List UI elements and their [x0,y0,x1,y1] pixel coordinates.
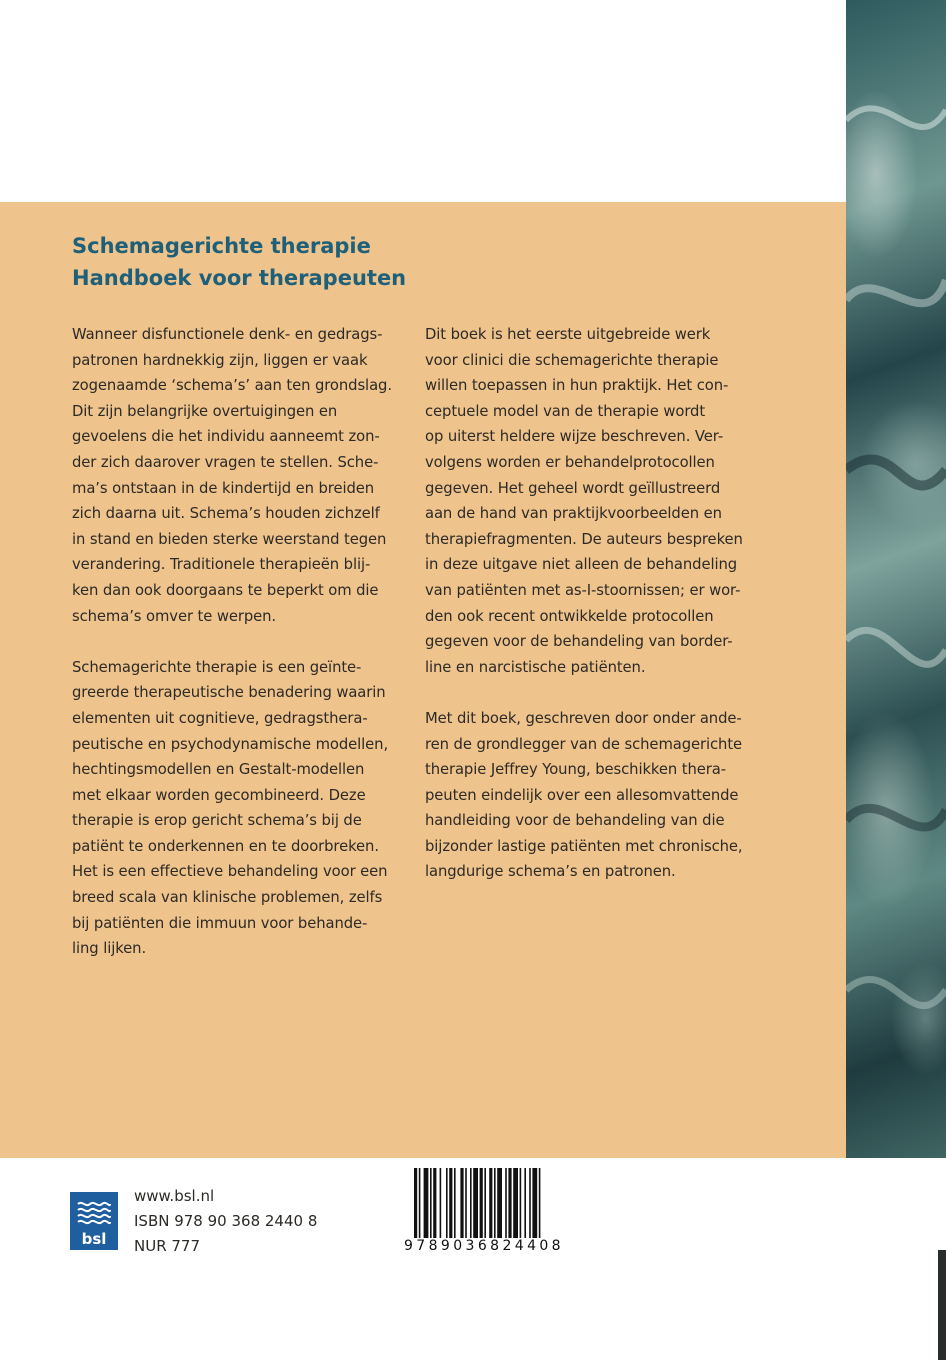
text-line: den ook recent ontwikkelde protocollen [425,607,714,625]
text-line: elementen uit cognitieve, gedragsthera- [72,709,368,727]
paragraph [72,655,412,962]
text-line: ken dan ook doorgaans te beperkt om die [72,581,379,599]
text-line: volgens worden er behandelprotocollen [425,453,715,471]
right-text-column [425,322,765,885]
text-line: voor clinici die schemagerichte therapie [425,351,719,369]
cover-artwork-strip [846,0,946,1158]
text-line: Schemagerichte therapie is een geïnte- [72,658,362,676]
text-line: zich daarna uit. Schema’s houden zichzelf [72,505,380,523]
text-line: therapie Jeffrey Young, beschikken thera- [425,761,726,779]
text-line: line en narcistische patiënten. [425,658,646,676]
text-line: zogenaamde ‘schema’s’ aan ten grondslag. [72,377,392,395]
barcode-digits: 9789036824408 [404,1238,598,1254]
text-line: op uiterst heldere wijze beschreven. Ver- [425,428,724,446]
text-line: hechtingsmodellen en Gestalt-modellen [72,761,365,779]
text-line: met elkaar worden gecombineerd. Deze [72,786,366,804]
text-line: langdurige schema’s en patronen. [425,863,676,881]
text-line: therapie is erop gericht schema’s bij de [72,812,362,830]
text-line: peutische en psychodynamische modellen, [72,735,389,753]
text-line: bij patiënten die immuun voor behande- [72,914,368,932]
paragraph [72,322,412,629]
text-line: ceptuele model van de therapie wordt [425,402,706,420]
text-line: patiënt te onderkennen en te doorbreken. [72,837,379,855]
text-line: ma’s ontstaan in de kindertijd en breiden [72,479,375,497]
text-line: breed scala van klinische problemen, zelfs [72,889,383,907]
text-line: ling lijken. [72,940,147,958]
text-line: patronen hardnekkig zijn, liggen er vaak [72,351,368,369]
text-line: Het is een effectieve behandeling voor een [72,863,388,881]
text-line: greerde therapeutische benadering waarin [72,684,386,702]
text-line: bijzonder lastige patiënten met chronische, [425,837,743,855]
text-line: therapiefragmenten. De auteurs bespreken [425,530,743,548]
text-line: ren de grondlegger van de schemagerichte [425,735,743,753]
publisher-info [134,1184,317,1259]
left-text-column [72,322,412,962]
text-line: verandering. Traditionele therapieën blij- [72,556,371,574]
top-white-area [0,0,846,202]
text-line: Wanneer disfunctionele denk- en gedrags- [72,326,383,343]
text-line: gegeven voor de behandeling van border- [425,633,733,651]
spine-edge [938,1250,946,1360]
waves-icon [70,1192,118,1230]
text-line: der zich daarover vragen te stellen. Sche- [72,453,379,471]
text-line: gegeven. Het geheel wordt geïllustreerd [425,479,721,497]
book-subtitle: Handboek voor therapeuten [72,266,407,290]
text-line: willen toepassen in hun praktijk. Het con- [425,377,729,395]
publisher-logo [70,1192,118,1250]
book-title: Schemagerichte therapie [72,234,371,258]
text-line: in stand en bieden sterke weerstand tegen [72,530,387,548]
text-line: van patiënten met as-I-stoornissen; er wor- [425,581,741,599]
text-line: in deze uitgave niet alleen de behandeling [425,556,738,574]
text-line: handleiding voor de behandeling van die [425,812,725,830]
logo-text: bsl [81,1230,107,1248]
nur-text: NUR 777 [134,1237,201,1255]
text-line: Met dit boek, geschreven door onder ande- [425,709,742,727]
text-line: gevoelens die het individu aanneemt zon- [72,428,380,446]
text-line: schema’s omver te werpen. [72,607,277,625]
isbn-text: ISBN 978 90 368 2440 8 [134,1212,318,1230]
paragraph [425,322,765,680]
website-text: www.bsl.nl [134,1187,215,1205]
text-line: aan de hand van praktijkvoorbeelden en [425,505,722,523]
text-line: peuten eindelijk over een allesomvattende [425,786,739,804]
text-line: Dit zijn belangrijke overtuigingen en [72,402,338,420]
text-line: Dit boek is het eerste uitgebreide werk [425,326,711,343]
paragraph [425,706,765,885]
